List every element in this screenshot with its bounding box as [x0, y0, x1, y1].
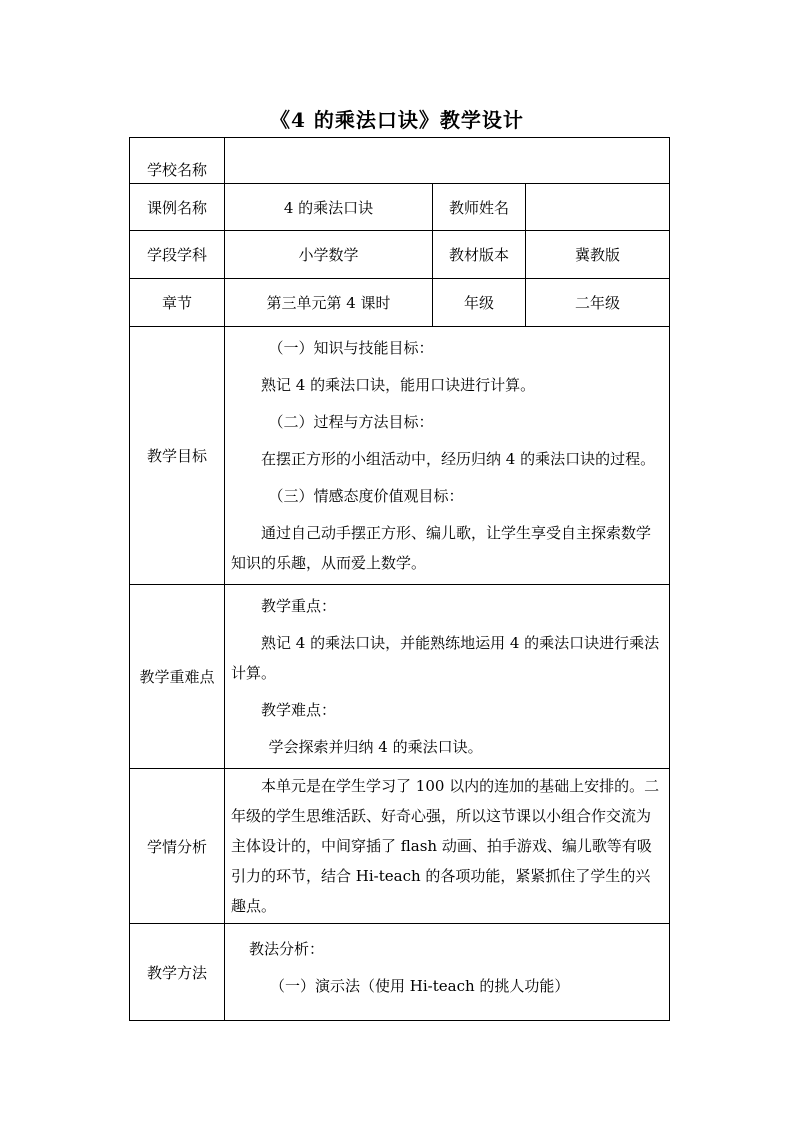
learning-analysis-label: 学情分析 — [130, 769, 225, 924]
table-row — [130, 138, 670, 184]
goal-line: 通过自己动手摆正方形、编儿歌，让学生享受自主探索数学知识的乐趣，从而爱上数学。 — [231, 524, 652, 572]
subject-value: 小学数学 — [225, 231, 433, 279]
table-row — [130, 279, 670, 327]
key-points-content — [225, 585, 670, 769]
chapter-label: 章节 — [130, 279, 225, 327]
table-row — [130, 327, 670, 585]
learning-analysis-content — [225, 769, 670, 924]
keypoint-line: 教学重点： — [261, 597, 337, 615]
table-row — [130, 769, 670, 924]
teaching-goals-label: 教学目标 — [130, 327, 225, 585]
key-points-label: 教学重难点 — [130, 585, 225, 769]
textbook-edition-label: 教材版本 — [433, 231, 526, 279]
keypoint-line: 教学难点： — [261, 701, 337, 719]
table-row — [130, 585, 670, 769]
course-name-label: 课例名称 — [130, 184, 225, 231]
lesson-design-table — [129, 137, 670, 1021]
goal-line: （三）情感态度价值观目标： — [268, 487, 464, 505]
chapter-value: 第三单元第 4 课时 — [225, 279, 433, 327]
teaching-method-label: 教学方法 — [130, 924, 225, 1021]
table-row — [130, 924, 670, 1021]
method-line: 教法分析： — [249, 940, 325, 958]
teacher-name-label: 教师姓名 — [433, 184, 526, 231]
teacher-name-value — [526, 184, 670, 231]
document-title: 《4 的乘法口诀》教学设计 — [270, 108, 524, 132]
subject-label: 学段学科 — [130, 231, 225, 279]
goal-line: （一）知识与技能目标： — [268, 339, 434, 357]
goal-line: （二）过程与方法目标： — [268, 413, 434, 431]
course-name-value: 4 的乘法口诀 — [225, 184, 433, 231]
teaching-method-content — [225, 924, 670, 1021]
table-row — [130, 184, 670, 231]
keypoint-line: 熟记 4 的乘法口诀，并能熟练地运用 4 的乘法口诀进行乘法计算。 — [231, 634, 660, 682]
method-line: （一）演示法（使用 Hi-teach 的挑人功能） — [270, 977, 570, 995]
grade-label: 年级 — [433, 279, 526, 327]
table-row — [130, 231, 670, 279]
goal-line: 熟记 4 的乘法口诀，能用口诀进行计算。 — [261, 376, 536, 394]
teaching-goals-content — [225, 327, 670, 585]
analysis-paragraph: 本单元是在学生学习了 100 以内的连加的基础上安排的。二年级的学生思维活跃、好奇心强，所以这节课以小组合作交流为主体设计的，中间穿插了 flash 动画、拍手游戏、编儿歌等有吸引力的环节，结合 Hi-teach 的各项功能，紧紧抓住了学生的兴趣点。 — [231, 777, 660, 915]
school-name-label: 学校名称 — [130, 138, 225, 184]
grade-value: 二年级 — [526, 279, 670, 327]
goal-line: 在摆正方形的小组活动中，经历归纳 4 的乘法口诀的过程。 — [261, 450, 656, 468]
textbook-edition-value: 冀教版 — [526, 231, 670, 279]
school-name-value — [225, 138, 670, 184]
keypoint-line: 学会探索并归纳 4 的乘法口诀。 — [268, 738, 483, 756]
